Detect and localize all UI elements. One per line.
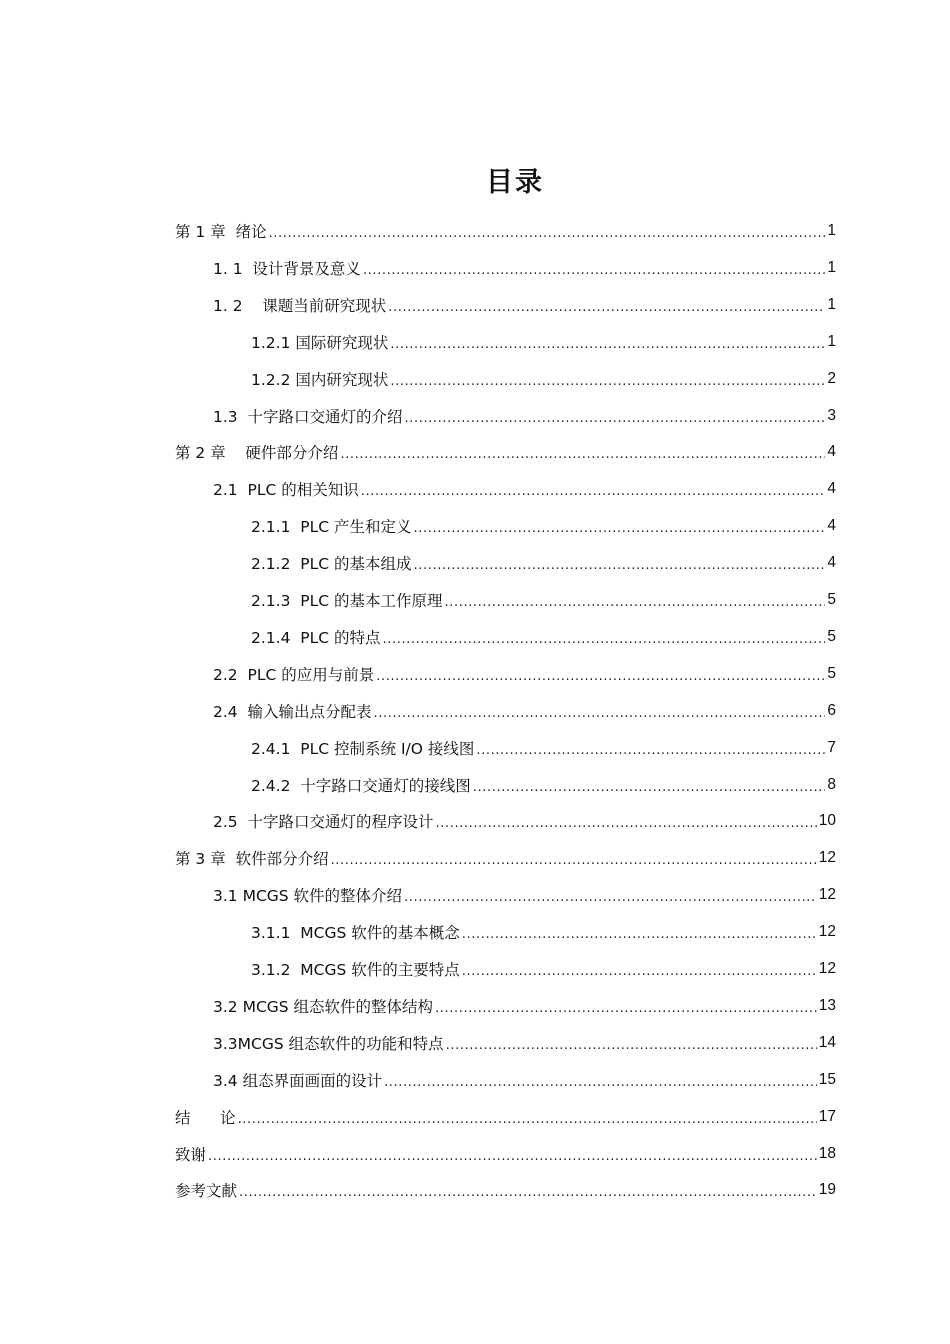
toc-dot-leader [331, 849, 817, 867]
toc-entry-page-number: 5 [827, 664, 836, 682]
toc-entry[interactable] [213, 991, 836, 1021]
toc-entry[interactable] [251, 548, 836, 578]
toc-dot-leader [361, 480, 826, 498]
toc-entry-label: 1.3 十字路口交通灯的介绍 [213, 407, 403, 426]
toc-entry-page-number: 10 [818, 812, 836, 830]
toc-dot-leader [239, 1181, 817, 1199]
toc-entry[interactable] [213, 1065, 836, 1095]
toc-dot-leader [404, 886, 817, 904]
toc-entry-page-number: 4 [827, 554, 836, 572]
toc-entry-page-number: 4 [827, 443, 836, 461]
toc-dot-leader [383, 628, 826, 646]
toc-dot-leader [445, 591, 826, 609]
toc-entry[interactable] [251, 917, 836, 947]
toc-dot-leader [473, 776, 826, 794]
toc-dot-leader [363, 259, 825, 277]
toc-dot-leader [462, 960, 817, 978]
toc-entry-label: 2.1 PLC 的相关知识 [213, 481, 359, 500]
toc-entry-page-number: 7 [827, 738, 836, 756]
toc-dot-leader [376, 665, 825, 683]
toc-dot-leader [436, 812, 817, 830]
toc-entry-page-number: 1 [827, 222, 836, 239]
toc-entry-label: 2.1.3 PLC 的基本工作原理 [251, 592, 443, 610]
toc-dot-leader [384, 1071, 817, 1089]
toc-title: 目录 [486, 167, 544, 198]
toc-entry[interactable] [213, 401, 836, 431]
toc-entry-label: 2.4 输入输出点分配表 [213, 702, 372, 721]
toc-entry[interactable] [175, 843, 836, 873]
toc-entry-page-number: 12 [818, 923, 836, 941]
toc-dot-leader [435, 997, 817, 1015]
toc-dot-leader [390, 370, 825, 388]
toc-entry[interactable] [213, 880, 836, 910]
toc-entry[interactable] [251, 954, 836, 984]
toc-entry-page-number: 12 [818, 886, 836, 904]
toc-entry-page-number: 12 [818, 849, 836, 867]
toc-entry[interactable] [251, 733, 836, 763]
toc-entry[interactable] [213, 290, 836, 320]
toc-dot-leader [414, 517, 826, 535]
toc-dot-leader [388, 296, 825, 314]
toc-entry-page-number: 1 [827, 332, 836, 350]
toc-entry-page-number: 14 [818, 1033, 836, 1051]
toc-entry-label: 3.4 组态界面画面的设计 [213, 1071, 383, 1090]
toc-entry[interactable] [251, 364, 836, 394]
toc-dot-leader [414, 554, 826, 572]
toc-entry-page-number: 5 [827, 627, 836, 645]
toc-entry[interactable] [213, 1028, 836, 1058]
toc-entry[interactable] [251, 770, 836, 800]
toc-entry-page-number: 8 [827, 775, 836, 793]
toc-entry[interactable] [175, 1175, 836, 1205]
toc-entry-label: 第 3 章 软件部分介绍 [175, 850, 329, 869]
toc-entry[interactable] [251, 585, 836, 615]
toc-dot-leader [390, 333, 825, 351]
toc-entry-page-number: 3 [827, 406, 836, 424]
toc-entry-label: 第 1 章 绪论 [175, 223, 267, 241]
toc-entry[interactable] [175, 1102, 836, 1132]
toc-entry-page-number: 1 [827, 258, 836, 276]
toc-entry-label: 3.2 MCGS 组态软件的整体结构 [213, 997, 434, 1016]
toc-entry-label: 参考文献 [175, 1182, 238, 1201]
toc-entry-label: 2.1.4 PLC 的特点 [251, 628, 381, 647]
toc-entry-label: 第 2 章 硬件部分介绍 [175, 444, 339, 463]
toc-entry[interactable] [251, 327, 836, 357]
toc-entry-label: 2.4.2 十字路口交通灯的接线图 [251, 776, 471, 795]
toc-dot-leader [476, 739, 825, 757]
toc-dot-leader [462, 923, 817, 941]
toc-entry-label: 3.3MCGS 组态软件的功能和特点 [213, 1034, 444, 1053]
toc-entry[interactable] [213, 659, 836, 689]
toc-entry-page-number: 4 [827, 517, 836, 535]
toc-entry-page-number: 4 [827, 480, 836, 498]
toc-entry-label: 2.4.1 PLC 控制系统 I/O 接线图 [251, 739, 475, 758]
toc-entry-label: 1.2.2 国内研究现状 [251, 370, 389, 389]
toc-entry-label: 结 论 [175, 1108, 236, 1127]
toc-entry[interactable] [251, 622, 836, 652]
toc-dot-leader [374, 702, 826, 720]
toc-entry-label: 1. 1 设计背景及意义 [213, 259, 361, 278]
toc-dot-leader [446, 1034, 817, 1052]
toc-entry-page-number: 6 [827, 701, 836, 719]
toc-entry-page-number: 15 [818, 1070, 836, 1088]
toc-entry-page-number: 5 [827, 591, 836, 608]
toc-entry[interactable] [175, 437, 836, 467]
toc-entry-label: 1.2.1 国际研究现状 [251, 333, 389, 352]
toc-entry[interactable] [175, 216, 836, 246]
toc-entry-page-number: 1 [827, 295, 836, 313]
toc-entry[interactable] [213, 253, 836, 283]
toc-entry[interactable] [251, 511, 836, 541]
toc-dot-leader [405, 407, 826, 425]
toc-entry[interactable] [175, 1139, 836, 1169]
toc-entry-page-number: 19 [818, 1181, 836, 1199]
toc-entry-page-number: 2 [827, 369, 836, 387]
toc-entry-label: 3.1.2 MCGS 软件的主要特点 [251, 961, 460, 979]
toc-entry-label: 2.1.1 PLC 产生和定义 [251, 518, 412, 537]
toc-entry-label: 2.2 PLC 的应用与前景 [213, 665, 375, 684]
toc-entry[interactable] [213, 696, 836, 726]
toc-entry-page-number: 12 [818, 960, 836, 977]
toc-dot-leader [340, 443, 825, 461]
toc-entry-label: 1. 2 课题当前研究现状 [213, 296, 387, 315]
toc-entry-page-number: 18 [818, 1144, 836, 1162]
toc-entry[interactable] [213, 806, 836, 836]
toc-entry[interactable] [213, 474, 836, 504]
toc-dot-leader [208, 1145, 817, 1163]
toc-entry-page-number: 17 [818, 1107, 836, 1125]
toc-dot-leader [238, 1108, 817, 1126]
toc-entry-page-number: 13 [818, 996, 836, 1014]
toc-entry-label: 2.1.2 PLC 的基本组成 [251, 555, 412, 574]
toc-dot-leader [269, 222, 826, 240]
toc-entry-label: 致谢 [175, 1145, 207, 1164]
toc-entry-label: 3.1 MCGS 软件的整体介绍 [213, 887, 403, 906]
toc-entry-label: 2.5 十字路口交通灯的程序设计 [213, 813, 434, 832]
toc-entry-label: 3.1.1 MCGS 软件的基本概念 [251, 924, 460, 943]
